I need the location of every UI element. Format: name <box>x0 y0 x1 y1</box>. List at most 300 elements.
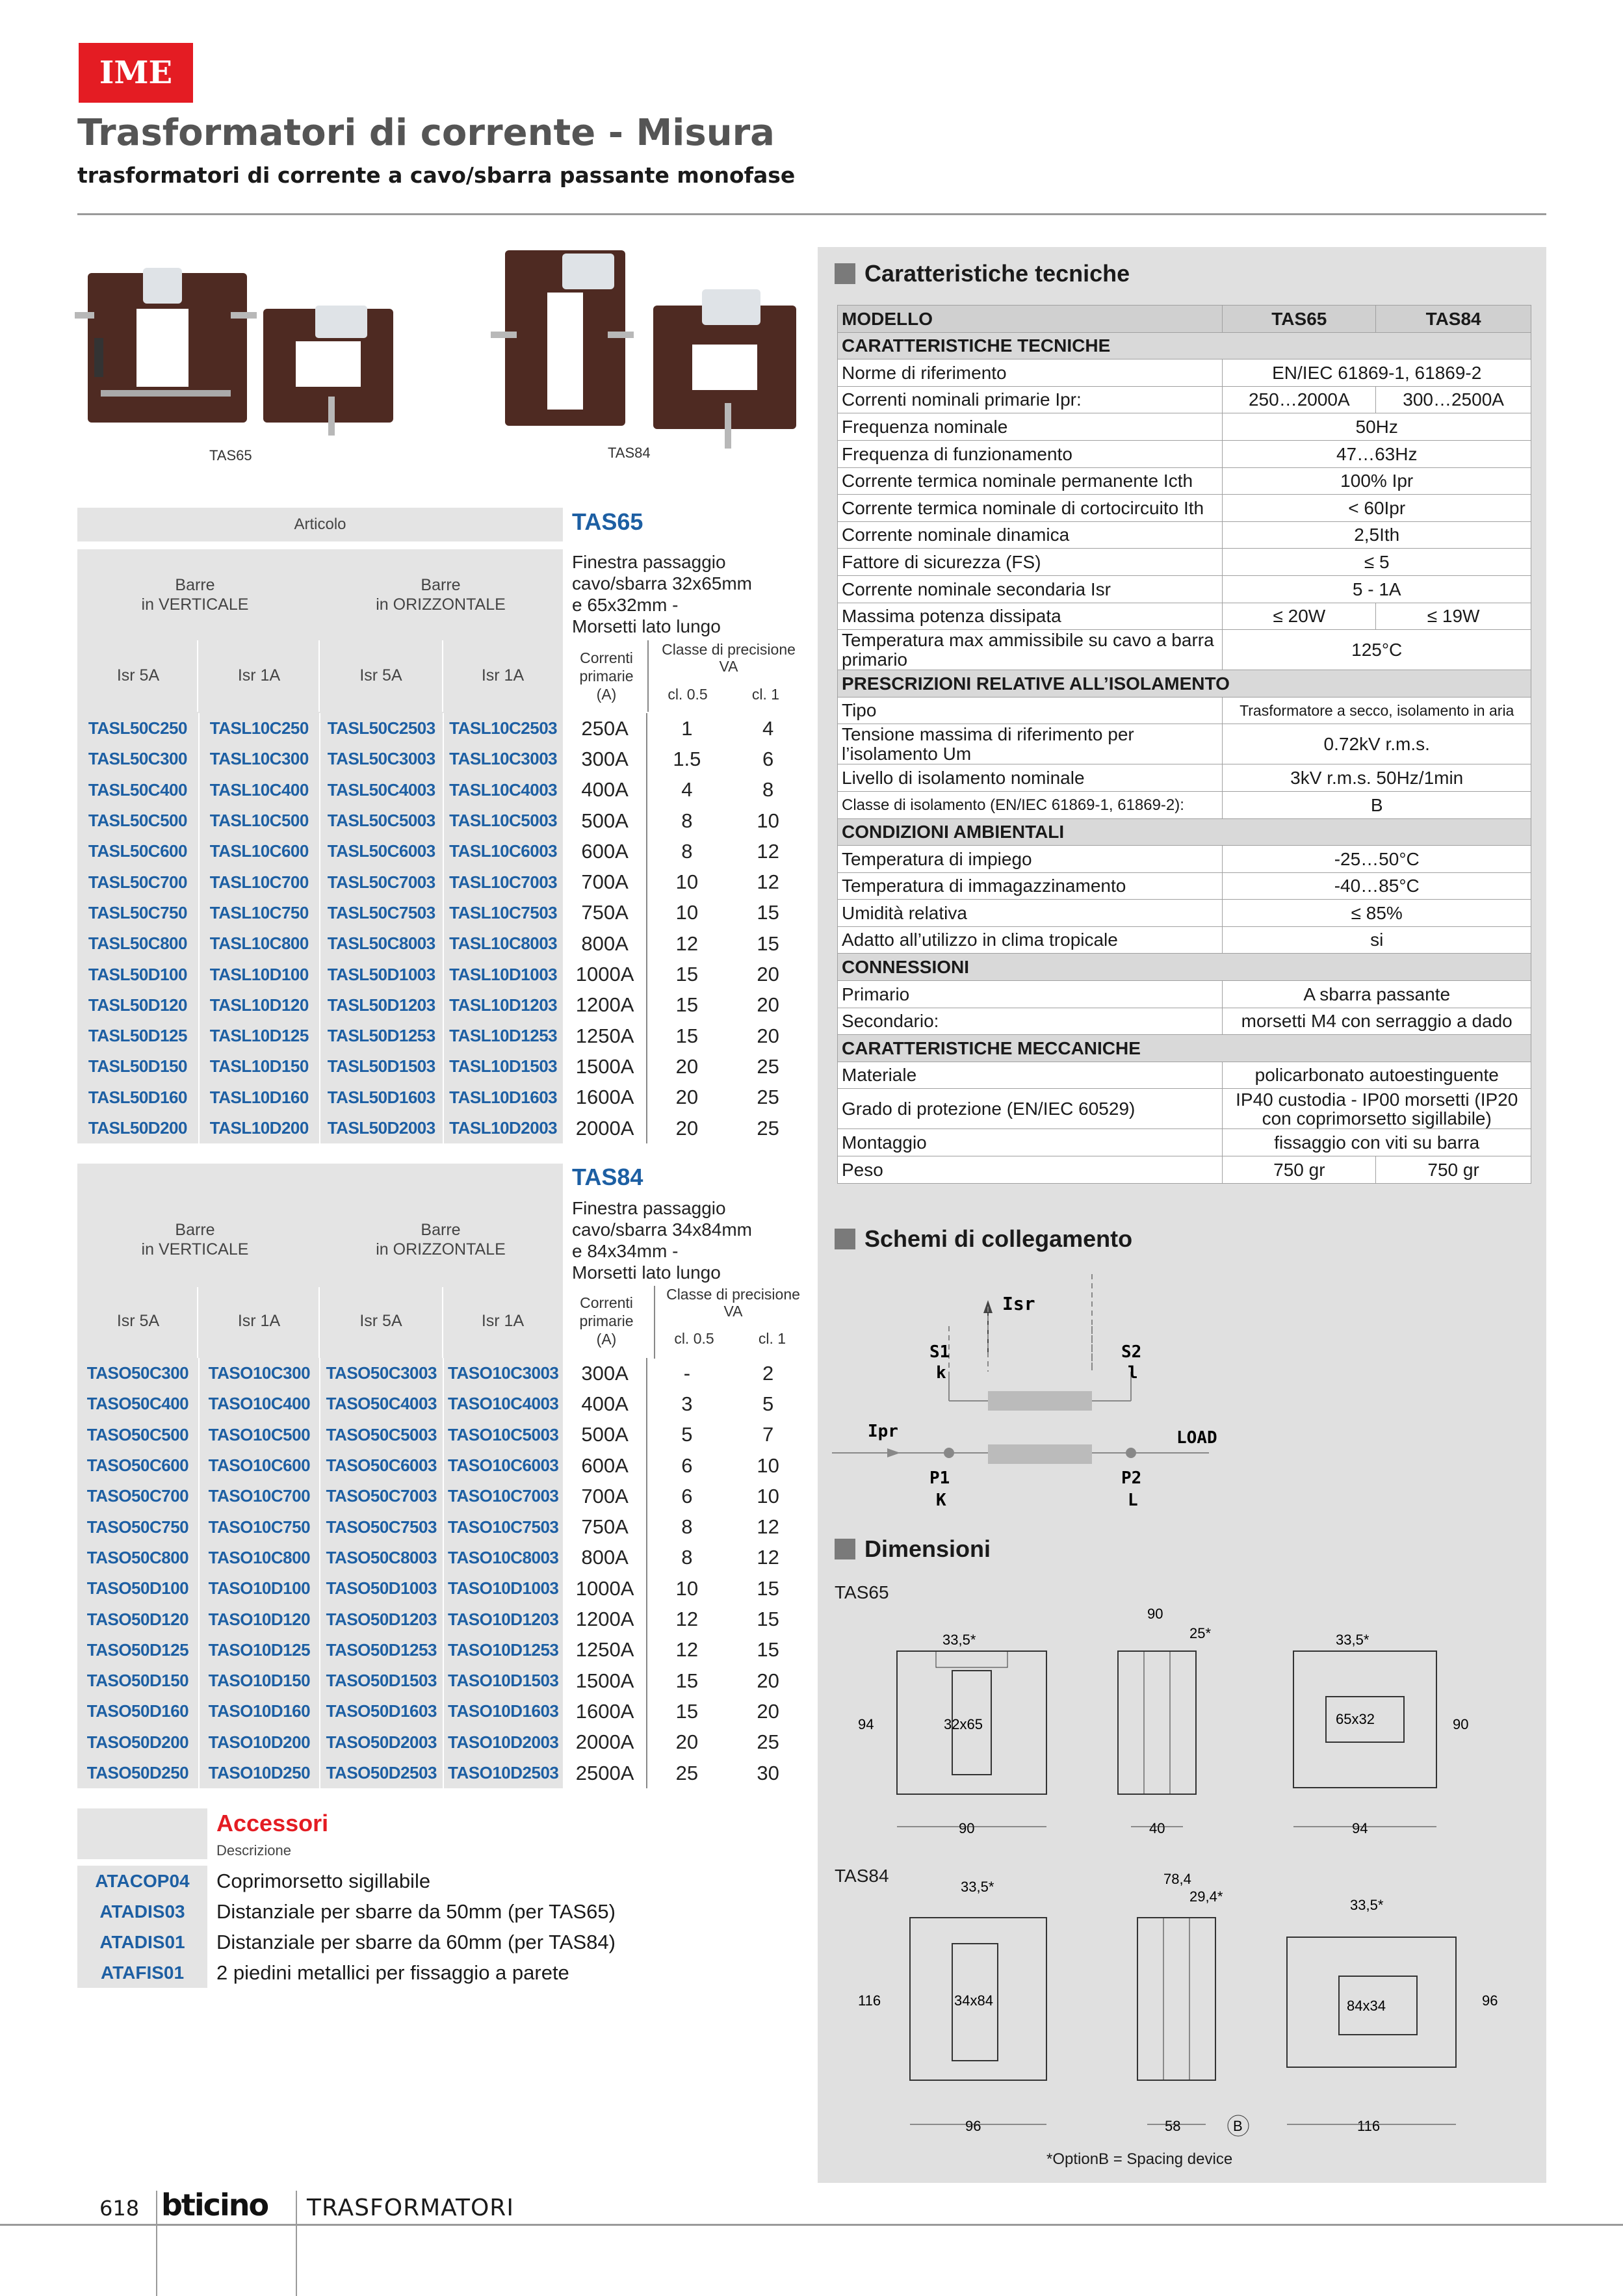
accuracy-va: 5 <box>647 1420 728 1450</box>
tas84-isr-1: Isr 5A <box>116 1312 160 1330</box>
tas65-correnti-header: Correnti primarie (A) <box>579 649 634 703</box>
accuracy-va: 25 <box>727 1113 809 1143</box>
article-code: TASO10C4003 <box>443 1389 564 1419</box>
tech-row <box>838 413 1531 441</box>
tech-row <box>838 549 1531 576</box>
accuracy-va: 10 <box>727 805 809 836</box>
section-square-icon <box>835 1229 855 1249</box>
list-item <box>77 1927 779 1957</box>
tech-value: 47…63Hz <box>1223 440 1531 467</box>
tech-label: Livello di isolamento nominale <box>838 764 1223 792</box>
tech-row <box>838 1008 1531 1035</box>
accuracy-va: 20 <box>647 1051 728 1082</box>
tech-value: 750 gr <box>1223 1156 1376 1184</box>
article-code: TASL10D1503 <box>443 1051 564 1082</box>
tas84-photo-front <box>491 250 634 426</box>
article-code: TASL10C7003 <box>443 867 564 897</box>
accessory-code: ATADIS03 <box>77 1896 207 1927</box>
articolo-header: Articolo <box>77 508 563 541</box>
tas65-isr-4: Isr 1A <box>481 666 525 685</box>
article-code: TASL50D1603 <box>320 1082 443 1113</box>
article-code: TASO50C6003 <box>320 1450 443 1481</box>
accuracy-va: 5 <box>727 1389 809 1419</box>
article-code: TASL10D200 <box>199 1113 320 1143</box>
tas65-side-view <box>1118 1606 1211 1836</box>
accessory-description: Distanziale per sbarre da 50mm (per TAS65) <box>216 1899 616 1923</box>
accuracy-va: 10 <box>727 1450 809 1481</box>
dim84-win: 34x84 <box>954 1992 993 2009</box>
article-code: TASO10D100 <box>199 1573 320 1604</box>
article-code: TASL50D160 <box>77 1082 199 1113</box>
article-code: TASL10C2503 <box>443 713 564 744</box>
table-row <box>77 1696 809 1727</box>
bticino-logo: bticino <box>161 2187 268 2223</box>
tas65-isr-1: Isr 5A <box>116 666 160 685</box>
tech-value: ≤ 19W <box>1376 603 1531 630</box>
tas65-isr-2: Isr 1A <box>237 666 281 685</box>
accuracy-va: 12 <box>727 1511 809 1542</box>
primary-current: 1500A <box>564 1051 647 1082</box>
accuracy-va: 15 <box>647 1665 728 1696</box>
accessory-description: 2 piedini metallici per fissaggio a parete <box>216 1961 569 1984</box>
accuracy-va: 15 <box>727 898 809 928</box>
tech-value: morsetti M4 con serraggio a dado <box>1223 1008 1531 1035</box>
header-divider <box>77 213 1546 215</box>
tas65-dimension-drawings <box>845 1599 1534 1846</box>
table-row <box>77 1573 809 1604</box>
primary-current: 500A <box>564 1420 647 1450</box>
accuracy-va: 15 <box>647 1696 728 1727</box>
article-code: TASL10C400 <box>199 775 320 805</box>
tas84-cl05: cl. 0.5 <box>674 1330 714 1347</box>
tas65-cl1: cl. 1 <box>751 686 780 703</box>
accuracy-va: 4 <box>727 713 809 744</box>
article-code: TASO50C7503 <box>320 1511 443 1542</box>
accuracy-va: 10 <box>727 1481 809 1511</box>
article-code: TASL50D1003 <box>320 959 443 989</box>
tech-value: ≤ 20W <box>1223 603 1376 630</box>
accuracy-va: 30 <box>727 1758 809 1788</box>
article-code: TASO50D125 <box>77 1635 199 1665</box>
accuracy-va: 12 <box>727 1543 809 1573</box>
tech-row <box>838 440 1531 467</box>
accuracy-va: 8 <box>647 1511 728 1542</box>
primary-current: 600A <box>564 1450 647 1481</box>
primary-current: 400A <box>564 775 647 805</box>
article-code: TASO10D1003 <box>443 1573 564 1604</box>
primary-current: 700A <box>564 1481 647 1511</box>
article-code: TASO10C6003 <box>443 1450 564 1481</box>
table-row <box>77 1481 809 1511</box>
article-code: TASO50C800 <box>77 1543 199 1573</box>
tech-row <box>838 900 1531 927</box>
article-code: TASO50D1003 <box>320 1573 443 1604</box>
accuracy-va: 1.5 <box>647 744 728 774</box>
tech-label: Massima potenza dissipata <box>838 603 1223 630</box>
tech-value: Trasformatore a secco, isolamento in aria <box>1223 697 1531 724</box>
tech-value: si <box>1223 926 1531 954</box>
dim84-side-top: 78,4 <box>1163 1872 1191 1887</box>
tech-section-label: CONDIZIONI AMBIENTALI <box>838 818 1531 846</box>
dim84-side-w: 58 <box>1165 2118 1181 2134</box>
article-code: TASO50C7003 <box>320 1481 443 1511</box>
dim65-a: 33,5* <box>942 1632 976 1648</box>
accuracy-va: 1 <box>647 713 728 744</box>
accuracy-va: 10 <box>647 867 728 897</box>
tas65-front-view <box>858 1632 1046 1836</box>
primary-current: 700A <box>564 867 647 897</box>
tech-value: 50Hz <box>1223 413 1531 441</box>
article-code: TASO50C300 <box>77 1358 199 1389</box>
tech-value: ≤ 85% <box>1223 900 1531 927</box>
article-code: TASL50D125 <box>77 1021 199 1051</box>
tas65-title: TAS65 <box>572 508 643 535</box>
article-code: TASL50C700 <box>77 867 199 897</box>
article-code: TASL10C8003 <box>443 928 564 959</box>
article-code: TASL10D160 <box>199 1082 320 1113</box>
tech-value: IP40 custodia - IP00 morsetti (IP20 con coprimorsetto sigillabile) <box>1223 1089 1531 1129</box>
isr-label: Isr <box>1002 1293 1035 1314</box>
article-code: TASO10D160 <box>199 1696 320 1727</box>
accuracy-va: 6 <box>647 1450 728 1481</box>
accuracy-va: 8 <box>727 775 809 805</box>
tas65-article-table <box>77 713 809 1143</box>
article-code: TASL10D150 <box>199 1051 320 1082</box>
article-code: TASO10D150 <box>199 1665 320 1696</box>
dim-tas84-label: TAS84 <box>835 1866 889 1886</box>
tech-label: Norme di riferimento <box>838 359 1223 387</box>
table-row <box>77 1051 809 1082</box>
l-label: l <box>1128 1363 1138 1383</box>
dim84-a: 33,5* <box>961 1879 994 1895</box>
article-code: TASL50C8003 <box>320 928 443 959</box>
tech-label: Classe di isolamento (EN/IEC 61869-1, 61869-2): <box>838 791 1223 818</box>
tas65-photo-front <box>75 268 257 423</box>
primary-current: 1600A <box>564 1082 647 1113</box>
article-code: TASL10D1203 <box>443 990 564 1021</box>
article-code: TASL10C250 <box>199 713 320 744</box>
tech-label: Tensione massima di riferimento per l’isolamento Um <box>838 724 1223 764</box>
primary-current: 750A <box>564 898 647 928</box>
article-code: TASL10C800 <box>199 928 320 959</box>
table-row <box>77 805 809 836</box>
option-b-note: *OptionB = Spacing device <box>1046 2150 1233 2168</box>
accuracy-va: 15 <box>727 1604 809 1634</box>
article-code: TASL10C5003 <box>443 805 564 836</box>
accuracy-va: 15 <box>727 928 809 959</box>
article-code: TASO50D100 <box>77 1573 199 1604</box>
accuracy-va: 12 <box>647 928 728 959</box>
article-code: TASO50D1503 <box>320 1665 443 1696</box>
primary-current: 500A <box>564 805 647 836</box>
accessory-description: Coprimorsetto sigillabile <box>216 1869 431 1892</box>
article-code: TASO10C3003 <box>443 1358 564 1389</box>
article-code: TASO50C750 <box>77 1511 199 1542</box>
article-code: TASL10D125 <box>199 1021 320 1051</box>
tas84-article-table <box>77 1358 809 1788</box>
accuracy-va: 20 <box>647 1082 728 1113</box>
article-code: TASL50D1253 <box>320 1021 443 1051</box>
article-code: TASL50D1203 <box>320 990 443 1021</box>
article-code: TASL50C3003 <box>320 744 443 774</box>
table-row <box>77 1665 809 1696</box>
article-code: TASL50C750 <box>77 898 199 928</box>
tech-value: policarbonato autoestinguente <box>1223 1062 1531 1089</box>
tech-row <box>838 386 1531 413</box>
tech-header-row <box>838 306 1531 333</box>
section-label: TRASFORMATORI <box>307 2195 514 2221</box>
tech-value: 125°C <box>1223 630 1531 670</box>
accuracy-va: 25 <box>727 1082 809 1113</box>
tas84-isr-4: Isr 1A <box>481 1312 525 1330</box>
tech-header-cell: MODELLO <box>838 306 1223 333</box>
tech-label: Corrente termica nominale permanente Icth <box>838 467 1223 495</box>
tech-row <box>838 1129 1531 1156</box>
article-code: TASL10D120 <box>199 990 320 1021</box>
accessori-descrizione: Descrizione <box>216 1842 291 1859</box>
accuracy-va: 15 <box>647 959 728 989</box>
tech-value: 100% Ipr <box>1223 467 1531 495</box>
accuracy-va: - <box>647 1358 728 1389</box>
accuracy-va: 10 <box>647 898 728 928</box>
primary-current: 600A <box>564 836 647 867</box>
tech-value: ≤ 5 <box>1223 549 1531 576</box>
article-code: TASO50C3003 <box>320 1358 443 1389</box>
dim65-h: 94 <box>858 1716 874 1732</box>
L-label: L <box>1128 1491 1138 1510</box>
article-code: TASL50C4003 <box>320 775 443 805</box>
tas65-caption: TAS65 <box>209 447 252 463</box>
table-row <box>77 1082 809 1113</box>
article-code: TASO50D1203 <box>320 1604 443 1634</box>
primary-current: 1200A <box>564 990 647 1021</box>
tech-value: 300…2500A <box>1376 386 1531 413</box>
article-code: TASL50C7003 <box>320 867 443 897</box>
table-row <box>77 867 809 897</box>
table-row <box>77 1358 809 1389</box>
tas65-description: Finestra passaggio cavo/sbarra 32x65mm e 65x32mm - Morsetti lato lungo <box>572 552 753 636</box>
dim65-side-top: 90 <box>1147 1606 1163 1622</box>
primary-current: 750A <box>564 1511 647 1542</box>
article-code: TASO10D250 <box>199 1758 320 1788</box>
article-code: TASO10C5003 <box>443 1420 564 1450</box>
tas84-front-view <box>858 1879 1046 2134</box>
primary-current: 300A <box>564 1358 647 1389</box>
article-code: TASO50D120 <box>77 1604 199 1634</box>
tech-label: Tipo <box>838 697 1223 724</box>
tech-value: 2,5Ith <box>1223 521 1531 549</box>
accuracy-va: 8 <box>647 1543 728 1573</box>
tech-row <box>838 359 1531 387</box>
tas84-isr-2: Isr 1A <box>237 1312 281 1330</box>
table-row <box>77 959 809 989</box>
table-row <box>77 744 809 774</box>
tas84-correnti-header: Correnti primarie (A) <box>579 1294 634 1348</box>
tech-section-row <box>838 1035 1531 1062</box>
article-code: TASO50D1603 <box>320 1696 443 1727</box>
article-code: TASO10D2003 <box>443 1727 564 1758</box>
dim65-r-h: 90 <box>1453 1716 1469 1732</box>
primary-current: 1600A <box>564 1696 647 1727</box>
table-row <box>77 1113 809 1143</box>
article-code: TASO10C300 <box>199 1358 320 1389</box>
article-code: TASO10C7003 <box>443 1481 564 1511</box>
tech-value: B <box>1223 791 1531 818</box>
tech-row <box>838 697 1531 724</box>
tech-row <box>838 1062 1531 1089</box>
dim84-b: B <box>1233 2118 1243 2134</box>
article-code: TASO10D125 <box>199 1635 320 1665</box>
tech-header-cell: TAS65 <box>1223 306 1376 333</box>
list-item <box>77 1896 779 1927</box>
table-row <box>77 1450 809 1481</box>
accuracy-va: 15 <box>647 990 728 1021</box>
tech-value: fissaggio con viti su barra <box>1223 1129 1531 1156</box>
tech-value: -25…50°C <box>1223 846 1531 873</box>
tas84-title: TAS84 <box>572 1164 643 1190</box>
article-code: TASL50C600 <box>77 836 199 867</box>
ime-logo: IME <box>79 43 193 103</box>
tech-row <box>838 575 1531 603</box>
article-code: TASL10C4003 <box>443 775 564 805</box>
tech-label: Temperatura max ammissibile su cavo a barra primario <box>838 630 1223 670</box>
tech-row <box>838 1156 1531 1184</box>
page-title: Trasformatori di corrente - Misura <box>77 112 775 154</box>
article-code: TASL50D200 <box>77 1113 199 1143</box>
article-code: TASL50D150 <box>77 1051 199 1082</box>
primary-current: 2000A <box>564 1727 647 1758</box>
table-row <box>77 775 809 805</box>
tas84-barre-vert: Barre in VERTICALE <box>141 1221 249 1259</box>
table-row <box>77 1604 809 1634</box>
article-code: TASO10C7503 <box>443 1511 564 1542</box>
tech-row <box>838 521 1531 549</box>
article-code: TASO50D150 <box>77 1665 199 1696</box>
article-code: TASO10C400 <box>199 1389 320 1419</box>
primary-current: 1250A <box>564 1635 647 1665</box>
tech-row <box>838 724 1531 764</box>
tech-label: Temperatura di immagazzinamento <box>838 872 1223 900</box>
article-code: TASO50D160 <box>77 1696 199 1727</box>
article-code: TASL50D100 <box>77 959 199 989</box>
tech-label: Frequenza nominale <box>838 413 1223 441</box>
tech-value: 250…2000A <box>1223 386 1376 413</box>
accuracy-va: 15 <box>727 1635 809 1665</box>
accuracy-va: 25 <box>647 1758 728 1788</box>
accuracy-va: 8 <box>647 836 728 867</box>
tech-label: Peso <box>838 1156 1223 1184</box>
article-code: TASO10D2503 <box>443 1758 564 1788</box>
load-label: LOAD <box>1176 1428 1217 1448</box>
accessory-code: ATAFIS01 <box>77 1957 207 1988</box>
tech-row <box>838 872 1531 900</box>
article-code: TASL10D2003 <box>443 1113 564 1143</box>
table-row <box>77 1727 809 1758</box>
article-code: TASL10C300 <box>199 744 320 774</box>
article-code: TASL50D120 <box>77 990 199 1021</box>
tech-row <box>838 1089 1531 1129</box>
article-code: TASL50C300 <box>77 744 199 774</box>
accuracy-va: 8 <box>647 805 728 836</box>
accuracy-va: 3 <box>647 1389 728 1419</box>
accuracy-va: 12 <box>647 1635 728 1665</box>
article-code: TASO10D1603 <box>443 1696 564 1727</box>
article-code: TASL10C3003 <box>443 744 564 774</box>
dim65-win: 32x65 <box>944 1716 983 1732</box>
table-row <box>77 1389 809 1419</box>
article-code: TASO50C4003 <box>320 1389 443 1419</box>
accessori-table <box>77 1866 779 1988</box>
tech-label: Temperatura di impiego <box>838 846 1223 873</box>
primary-current: 2500A <box>564 1758 647 1788</box>
accuracy-va: 2 <box>727 1358 809 1389</box>
tas84-description: Finestra passaggio cavo/sbarra 34x84mm e 84x34mm - Morsetti lato lungo <box>572 1198 753 1283</box>
table-row <box>77 1543 809 1573</box>
table-row <box>77 1511 809 1542</box>
s2-label: S2 <box>1121 1342 1142 1362</box>
tech-header-cell: TAS84 <box>1376 306 1531 333</box>
primary-current: 400A <box>564 1389 647 1419</box>
tech-label: Adatto all’utilizzo in clima tropicale <box>838 926 1223 954</box>
tech-row <box>838 467 1531 495</box>
product-photos <box>75 241 803 462</box>
tech-value: 5 - 1A <box>1223 575 1531 603</box>
tech-label: Primario <box>838 981 1223 1008</box>
article-code: TASL10C7503 <box>443 898 564 928</box>
primary-current: 1000A <box>564 959 647 989</box>
article-code: TASL10C600 <box>199 836 320 867</box>
article-code: TASL50C500 <box>77 805 199 836</box>
primary-current: 1250A <box>564 1021 647 1051</box>
tech-label: Corrente termica nominale di cortocircuito Ith <box>838 495 1223 522</box>
table-row <box>77 836 809 867</box>
article-code: TASL10C6003 <box>443 836 564 867</box>
article-code: TASL50D2003 <box>320 1113 443 1143</box>
article-code: TASO50C500 <box>77 1420 199 1450</box>
article-code: TASL50C400 <box>77 775 199 805</box>
article-code: TASL10D1603 <box>443 1082 564 1113</box>
primary-current: 1500A <box>564 1665 647 1696</box>
article-code: TASO10C800 <box>199 1543 320 1573</box>
dimensioni-section-title: Dimensioni <box>835 1535 991 1563</box>
accuracy-va: 20 <box>727 959 809 989</box>
article-code: TASL10C500 <box>199 805 320 836</box>
article-code: TASL50C250 <box>77 713 199 744</box>
page-subtitle: trasformatori di corrente a cavo/sbarra passante monofase <box>77 163 796 188</box>
accessory-code: ATACOP04 <box>77 1866 207 1896</box>
tech-row <box>838 764 1531 792</box>
dim-tas65-label: TAS65 <box>835 1582 889 1602</box>
tech-label: Materiale <box>838 1062 1223 1089</box>
article-code: TASO10C500 <box>199 1420 320 1450</box>
article-code: TASO10C600 <box>199 1450 320 1481</box>
p2-label: P2 <box>1121 1468 1142 1488</box>
article-code: TASL50C7503 <box>320 898 443 928</box>
dim65-side-w: 40 <box>1149 1820 1165 1836</box>
accuracy-va: 6 <box>647 1481 728 1511</box>
tas65-rear-view <box>1293 1632 1468 1836</box>
tech-label: Montaggio <box>838 1129 1223 1156</box>
article-code: TASO50D2003 <box>320 1727 443 1758</box>
tech-label: Fattore di sicurezza (FS) <box>838 549 1223 576</box>
dim84-r-w: 116 <box>1357 2118 1381 2134</box>
article-code: TASL10C750 <box>199 898 320 928</box>
tech-row <box>838 846 1531 873</box>
tas84-classe-header: Classe di precisione VA <box>666 1286 800 1320</box>
tas84-rear-view <box>1287 1897 1498 2134</box>
tech-table <box>837 305 1531 1184</box>
tech-value: 3kV r.m.s. 50Hz/1min <box>1223 764 1531 792</box>
